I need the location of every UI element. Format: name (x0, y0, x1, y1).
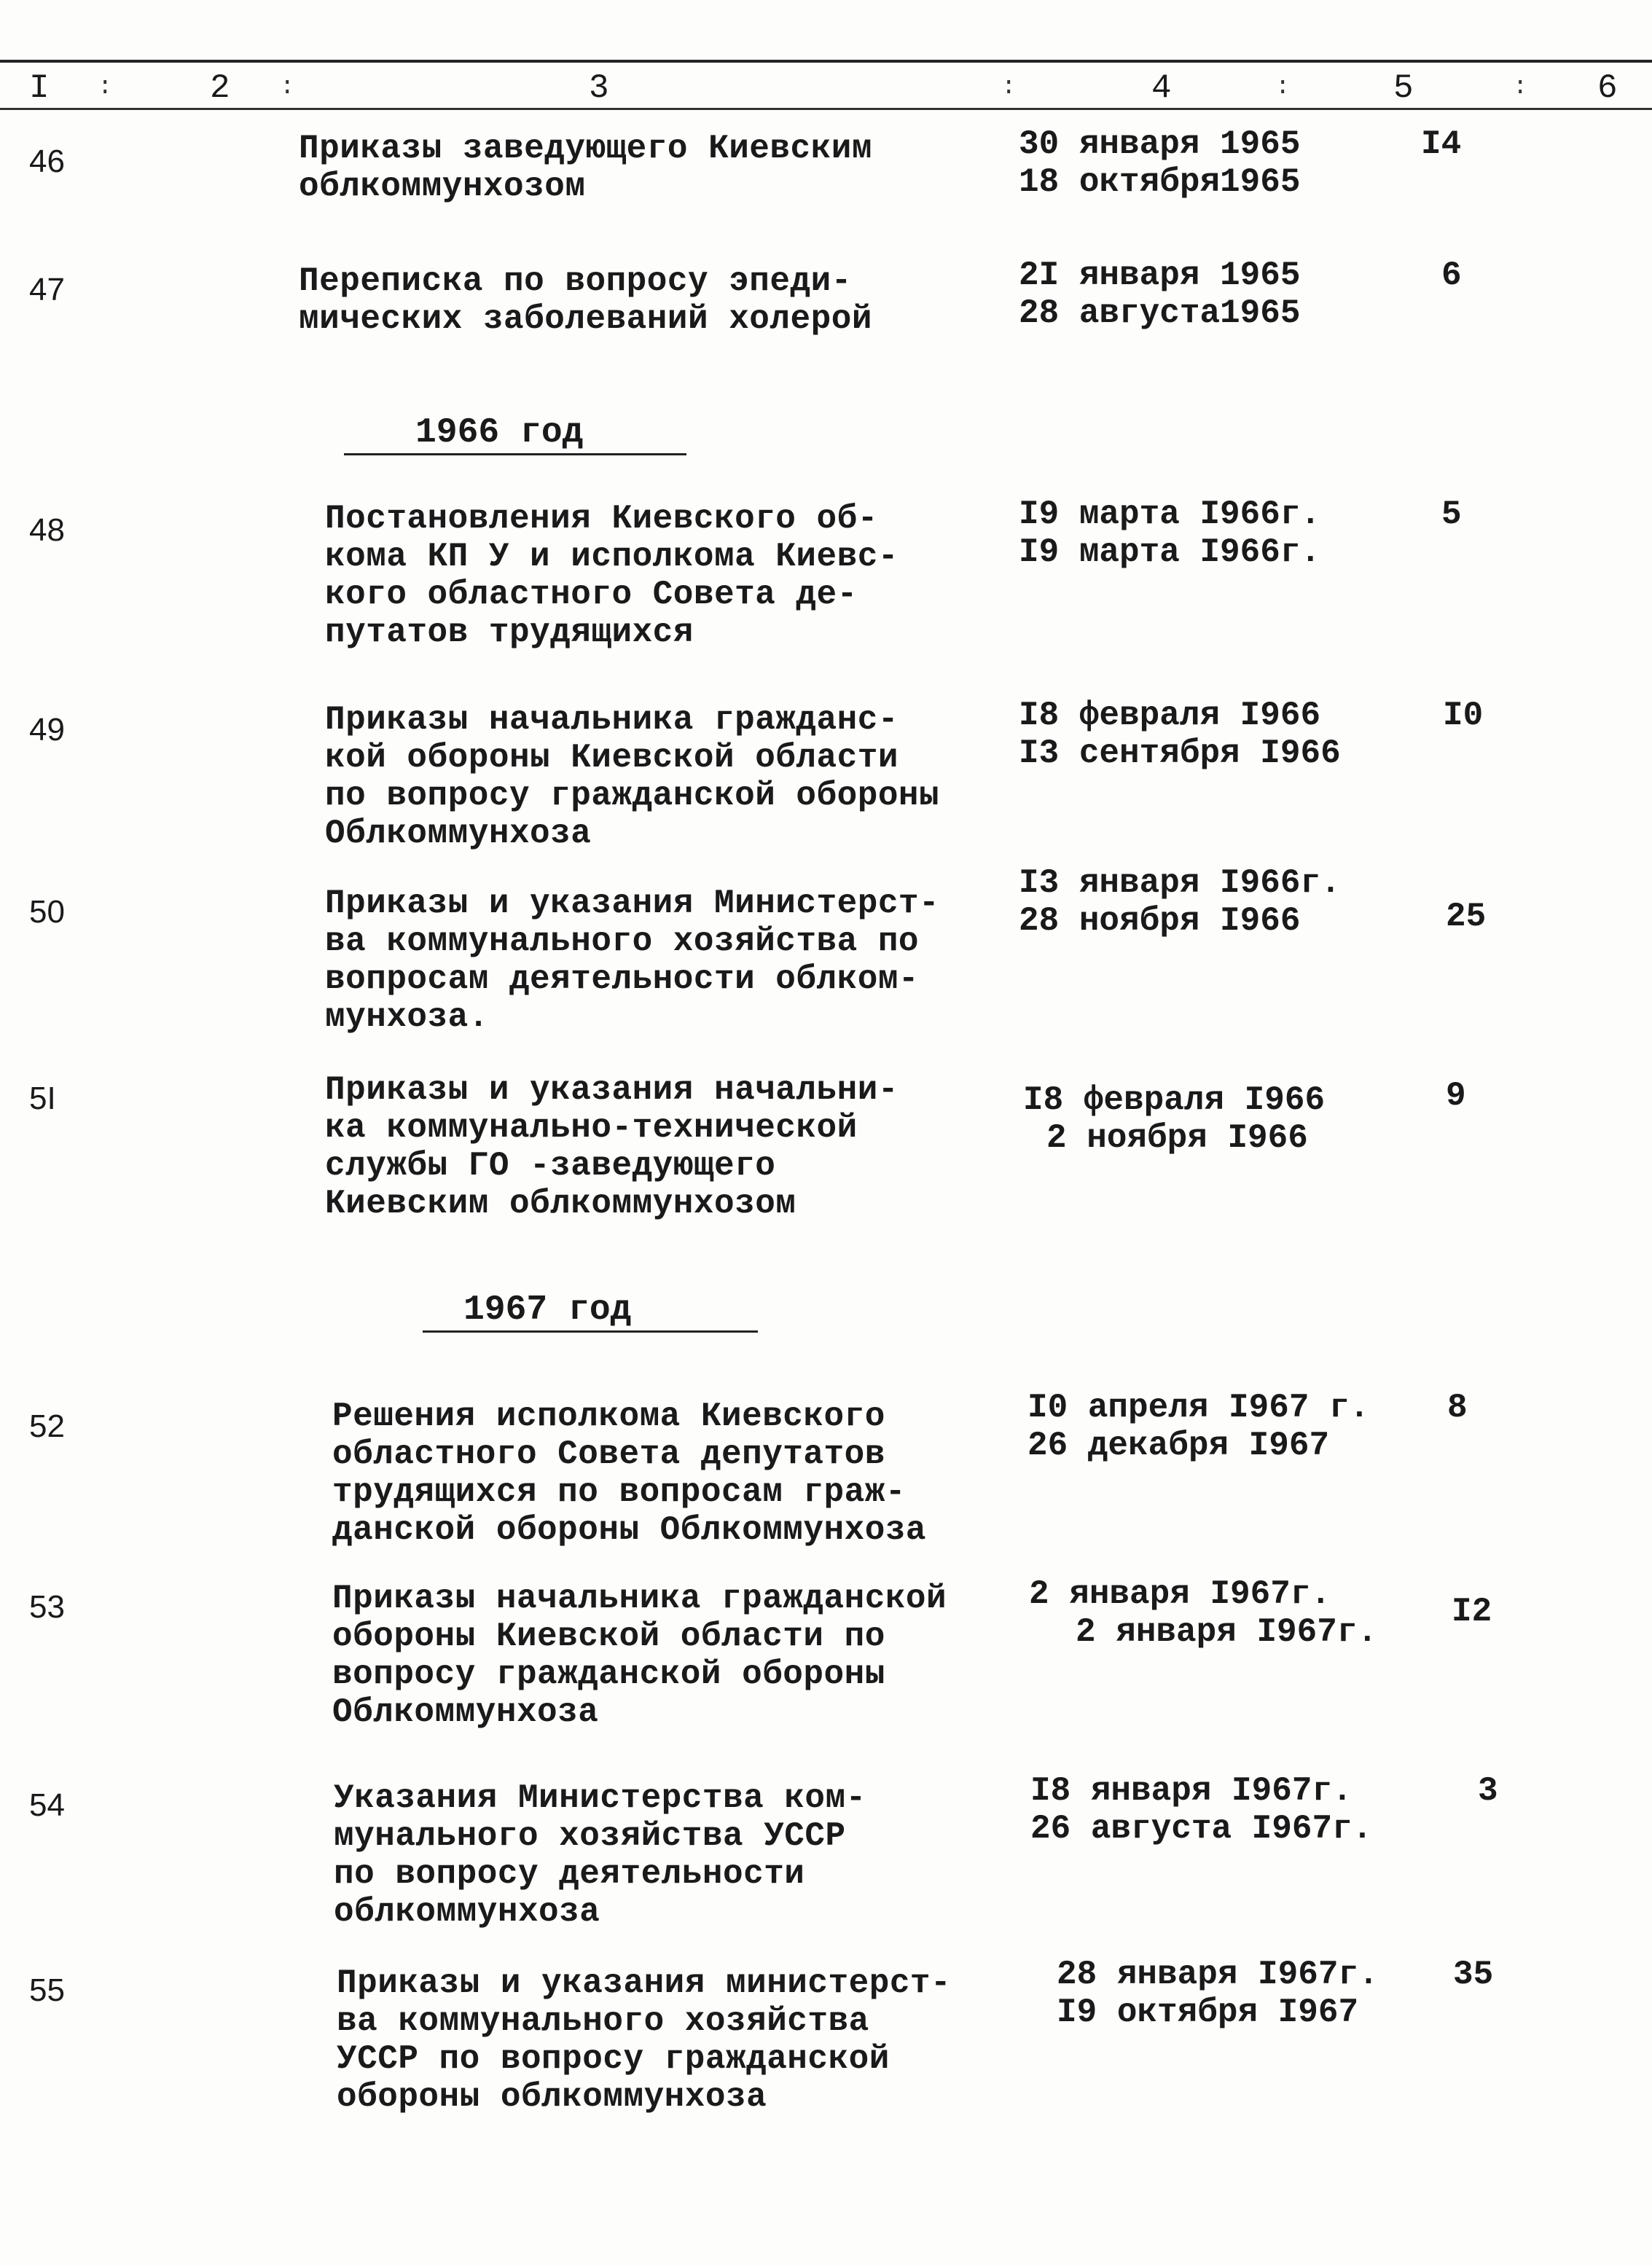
entry-title: Постановления Киевского об- кома КП У и исполкома Киевс- кого областного Совета де- путатов трудящихся (325, 500, 899, 651)
entry-dates: I8 января I967г. 26 августа I967г. (1030, 1772, 1373, 1848)
entry-sheets: 35 (1453, 1956, 1494, 1993)
entry-dates: I9 марта I966г. I9 марта I966г. (1019, 495, 1321, 571)
column-separator: : (1513, 74, 1528, 101)
entry-sheets: 25 (1446, 898, 1487, 936)
entry-title: Приказы заведующего Киевским облкоммунхозом (299, 130, 872, 205)
entry-number: 55 (29, 1972, 65, 2008)
column-separator: : (1001, 74, 1017, 101)
entry-number: 50 (29, 894, 65, 930)
entry-sheets: I4 (1421, 125, 1462, 163)
column-header-5: 5 (1393, 69, 1414, 107)
header-rule (0, 108, 1652, 110)
entry-title: Указания Министерства ком- мунального хозяйства УССР по вопросу деятельности облкоммунхоза (334, 1779, 866, 1931)
entry-dates: I0 апреля I967 г. 26 декабря I967 (1027, 1389, 1370, 1465)
entry-number: 46 (29, 144, 65, 179)
entry-title: Приказы начальника гражданс- кой обороны Киевской области по вопросу гражданской обороны Облкоммунхоза (325, 701, 940, 852)
entry-dates: 2 января I967г. 2 января I967г. (1029, 1575, 1378, 1651)
year-underline (423, 1330, 758, 1333)
column-header-1: I (29, 69, 50, 107)
entry-sheets: 6 (1441, 256, 1462, 294)
entry-number: 47 (29, 272, 65, 307)
entry-number: 5I (29, 1081, 56, 1116)
entry-sheets: 3 (1478, 1772, 1498, 1810)
entry-number: 48 (29, 512, 65, 548)
entry-sheets: 9 (1446, 1077, 1466, 1115)
column-separator: : (280, 74, 295, 101)
column-header-6: 6 (1597, 69, 1618, 107)
entry-dates: 2I января 1965 28 августа1965 (1019, 256, 1301, 332)
column-header-3: 3 (589, 69, 609, 107)
entry-dates: I3 января I966г. 28 ноября I966 (1019, 864, 1341, 940)
entry-title: Приказы и указания начальни- ка коммунально-технической службы ГО -заведующего Киевским облкоммунхозом (325, 1071, 899, 1223)
column-header-4: 4 (1151, 69, 1172, 107)
entry-dates: 30 января 1965 18 октября1965 (1019, 125, 1301, 201)
year-heading-1966: 1966 год (415, 413, 584, 452)
entry-title: Переписка по вопросу эпеди- мических заболеваний холерой (299, 262, 872, 338)
entry-dates: I8 февраля I966 2 ноября I966 (1023, 1081, 1326, 1157)
entry-sheets: 8 (1447, 1389, 1468, 1427)
column-header-2: 2 (210, 69, 230, 107)
entry-number: 49 (29, 712, 65, 748)
entry-dates: I8 февраля I966 I3 сентября I966 (1019, 697, 1341, 772)
entry-sheets: I2 (1452, 1593, 1492, 1631)
entry-title: Приказы и указания Министерст- ва коммунального хозяйства по вопросам деятельности облком- мунхоза. (325, 885, 940, 1036)
column-separator: : (98, 74, 113, 101)
year-underline (344, 453, 686, 455)
entry-number: 54 (29, 1787, 65, 1823)
year-heading-1967: 1967 год (463, 1290, 632, 1330)
entry-title: Решения исполкома Киевского областного Совета депутатов трудящихся по вопросам граж- данской обороны Облкоммунхоза (332, 1397, 927, 1549)
entry-number: 53 (29, 1589, 65, 1625)
entry-dates: 28 января I967г. I9 октября I967 (1057, 1956, 1379, 2031)
column-separator: : (1275, 74, 1291, 101)
entry-sheets: I0 (1443, 697, 1484, 734)
entry-title: Приказы начальника гражданской обороны Киевской области по вопросу гражданской обороны Облкоммунхоза (332, 1580, 947, 1731)
entry-sheets: 5 (1441, 495, 1462, 533)
top-rule (0, 60, 1652, 63)
entry-number: 52 (29, 1408, 65, 1444)
entry-title: Приказы и указания министерст- ва коммунального хозяйства УССР по вопросу гражданской обороны облкоммунхоза (337, 1964, 952, 2116)
